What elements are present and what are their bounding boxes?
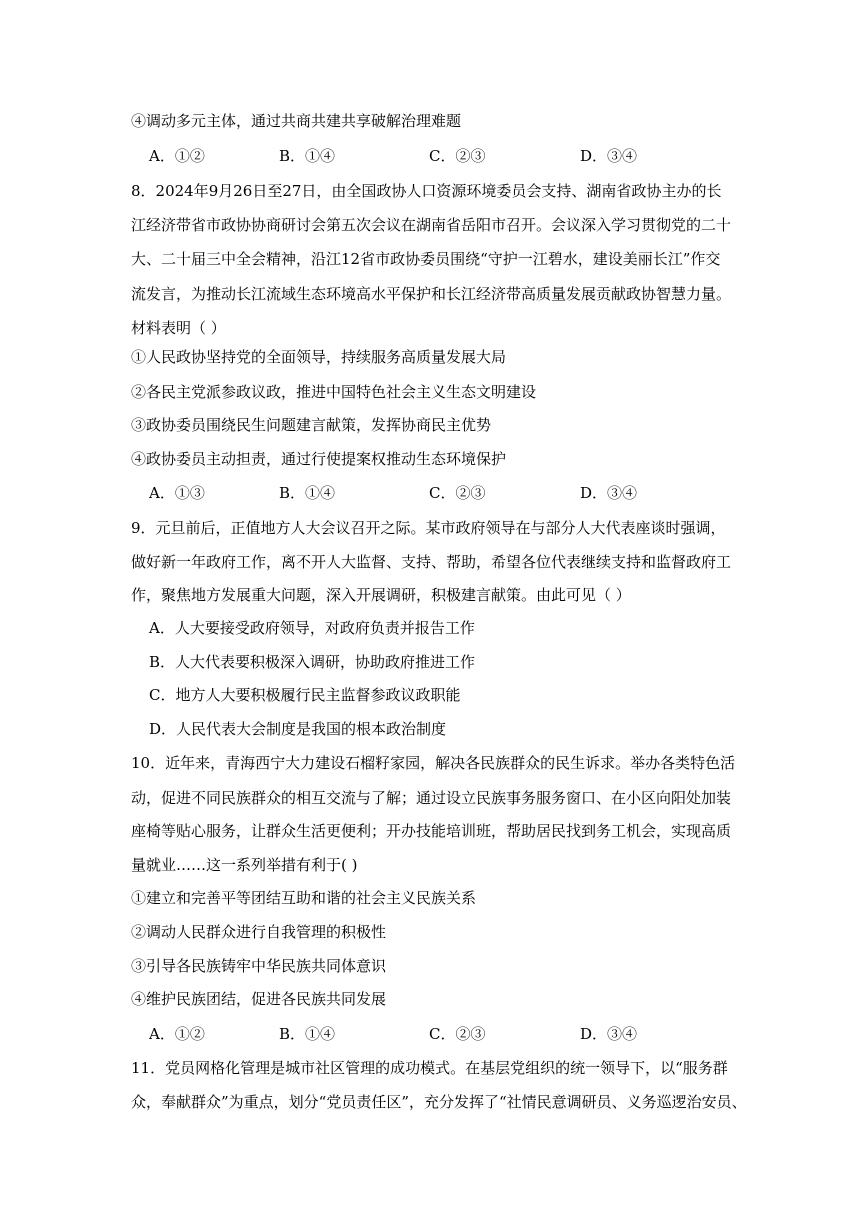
q7-option-b: B．①④ — [279, 147, 336, 165]
q8-option-c: C．②③ — [429, 484, 486, 502]
q11-stem-line-1: 11．党员网格化管理是城市社区管理的成功模式。在基层党组织的统一领导下，以“服务群 — [131, 1059, 728, 1077]
q7-option-a: A．①② — [149, 147, 205, 165]
q9-choice-d: D．人民代表大会制度是我国的根本政治制度 — [149, 720, 447, 738]
q10-option-c: C．②③ — [429, 1025, 486, 1043]
q9-choice-c: C．地方人大要积极履行民主监督参政议政职能 — [149, 686, 461, 704]
q8-item-1: ①人民政协坚持党的全面领导，持续服务高质量发展大局 — [131, 348, 507, 366]
q8-stem-line-2: 江经济带省市政协协商研讨会第五次会议在湖南省岳阳市召开。会议深入学习贯彻党的二十 — [131, 216, 732, 234]
q8-option-d: D．③④ — [580, 484, 638, 502]
q10-item-1: ①建立和完善平等团结互助和谐的社会主义民族关系 — [131, 889, 477, 907]
q10-options — [149, 1024, 749, 1044]
q9-stem-line-1: 9．元旦前后，正值地方人大会议召开之际。某市政府领导在与部分人大代表座谈时强调， — [131, 519, 726, 537]
q10-item-3: ③引导各民族铸牢中华民族共同体意识 — [131, 957, 387, 975]
q8-item-3: ③政协委员围绕民生问题建言献策，发挥协商民主优势 — [131, 416, 492, 434]
q8-item-2: ②各民主党派参政议政，推进中国特色社会主义生态文明建设 — [131, 383, 537, 401]
q8-stem-line-1: 8．2024年9月26日至27日，由全国政协人口资源环境委员会支持、湖南省政协主办的长 — [131, 182, 722, 200]
q8-option-a: A．①③ — [149, 484, 205, 502]
q10-option-b: B．①④ — [279, 1025, 336, 1043]
q8-option-b: B．①④ — [279, 484, 336, 502]
q10-stem-line-3: 座椅等贴心服务，让群众生活更便利；开办技能培训班，帮助居民找到务工机会，实现高质 — [131, 822, 732, 840]
q10-option-a: A．①② — [149, 1025, 205, 1043]
q7-option-d: D．③④ — [580, 147, 638, 165]
q8-item-4: ④政协委员主动担责，通过行使提案权推动生态环境保护 — [131, 450, 507, 468]
q8-stem-line-3: 大、二十届三中全会精神，沿江12省市政协委员围绕“守护一江碧水，建设美丽长江”作交 — [131, 250, 721, 268]
q9-stem-line-2: 做好新一年政府工作，离不开人大监督、支持、帮助，希望各位代表继续支持和监督政府工 — [131, 553, 732, 571]
q8-options — [149, 483, 749, 503]
q10-item-4: ④维护民族团结，促进各民族共同发展 — [131, 990, 387, 1008]
q10-item-2: ②调动人民群众进行自我管理的积极性 — [131, 923, 387, 941]
q7-option-c: C．②③ — [429, 147, 486, 165]
q10-option-d: D．③④ — [580, 1025, 638, 1043]
q7-item-4: ④调动多元主体，通过共商共建共享破解治理难题 — [131, 112, 462, 130]
q7-options — [149, 146, 749, 166]
q8-stem-line-4: 流发言，为推动长江流域生态环境高水平保护和长江经济带高质量发展贡献政协智慧力量。 — [131, 285, 732, 303]
q9-stem-line-3: 作，聚焦地方发展重大问题，深入开展调研，积极建言献策。由此可见（ ） — [131, 586, 631, 604]
q9-choice-a: A．人大要接受政府领导，对政府负责并报告工作 — [149, 619, 475, 637]
q10-stem-line-4: 量就业……这一系列举措有利于( ) — [131, 856, 358, 874]
q8-stem-line-5: 材料表明（ ） — [131, 319, 226, 337]
q9-choice-b: B．人大代表要积极深入调研，协助政府推进工作 — [149, 653, 476, 671]
q10-stem-line-1: 10．近年来，青海西宁大力建设石榴籽家园，解决各民族群众的民生诉求。举办各类特色活 — [131, 754, 736, 772]
q11-stem-line-2: 众，奉献群众”为重点，划分“党员责任区”，充分发挥了“社情民意调研员、义务巡逻治安员、 — [131, 1093, 747, 1111]
q10-stem-line-2: 动，促进不同民族群众的相互交流与了解；通过设立民族事务服务窗口、在小区向阳处加装 — [131, 789, 732, 807]
